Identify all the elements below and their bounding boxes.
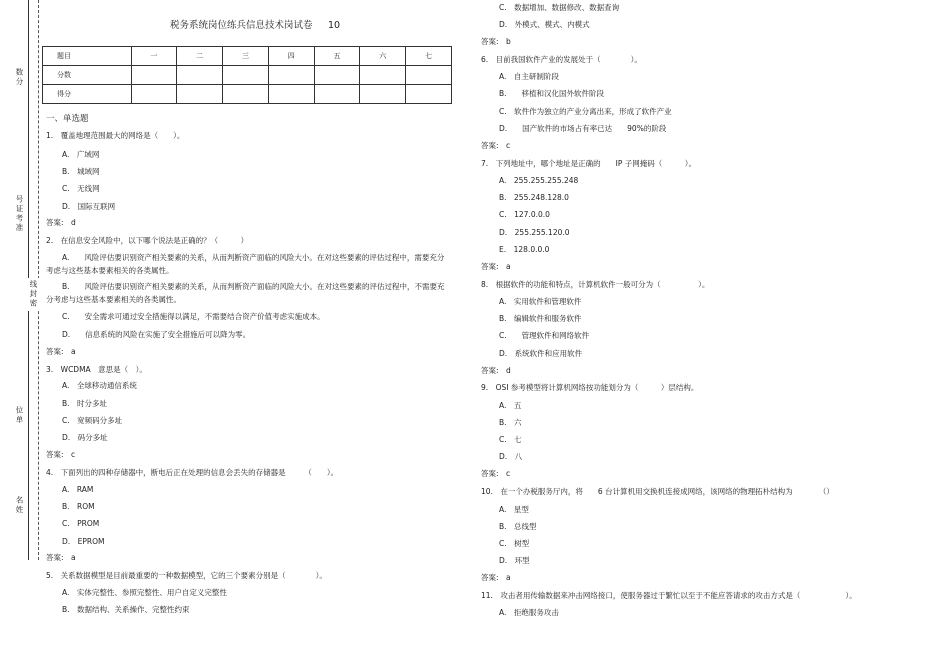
option: C. 数据增加、数据修改、数据查询 (499, 3, 620, 12)
option: D. 系统软件和应用软件 (499, 349, 583, 358)
question-9: 9. OSI 参考模型将计算机网络按功能划分为（ ）层结构。 (481, 383, 699, 392)
question-2: 2. 在信息安全风险中，以下哪个说法是正确的？（ ） (46, 236, 249, 245)
answer: 答案: a (481, 262, 511, 271)
score-header-cell: 三 (223, 47, 269, 66)
score-header-cell: 题目 (43, 47, 132, 66)
question-7: 7. 下列地址中，哪个地址是正确的 IP 子网掩码（ ）。 (481, 159, 697, 168)
option: C. 127.0.0.0 (499, 210, 550, 219)
score-header-cell: 四 (268, 47, 314, 66)
score-header-cell: 一 (131, 47, 177, 66)
option: B. 编辑软件和服务软件 (499, 314, 582, 323)
option: D. 国际互联网 (62, 202, 116, 211)
margin-label-score: 数分 (15, 68, 24, 87)
question-4: 4. 下面列出的四种存储器中，断电后正在处理的信息会丢失的存储器是 （ ）。 (46, 468, 339, 477)
answer: 答案: a (481, 573, 511, 582)
option: A. 拒绝服务攻击 (499, 608, 559, 617)
option: B. ROM (62, 502, 95, 511)
option: C. 无线网 (62, 184, 100, 193)
score-cell (131, 85, 177, 104)
option: A. 广域网 (62, 150, 100, 159)
score-cell (314, 66, 360, 85)
section-heading: 一、单选题 (46, 114, 89, 124)
option: B. 总线型 (499, 522, 537, 531)
option: B. 城域网 (62, 167, 100, 176)
question-11: 11. 攻击者用传输数据来冲击网络接口，使服务器过于繁忙以至于不能应答请求的攻击方式是（ ）。 (481, 591, 857, 600)
answer: 答案: d (46, 218, 76, 227)
score-cell (406, 66, 452, 85)
option: D. 信息系统的风险在实施了安全措施后可以降为零。 (62, 330, 251, 339)
option: C. 软件作为独立的产业分离出来，形成了软件产业 (499, 107, 672, 116)
answer: 答案: b (481, 37, 511, 46)
exam-title: 税务系统岗位练兵信息技术岗试卷 (170, 20, 313, 31)
option: E. 128.0.0.0 (499, 245, 550, 254)
question-1: 1. 覆盖地理范围最大的网络是（ ）。 (46, 131, 185, 140)
score-row-label: 得分 (43, 85, 132, 104)
score-table-row (43, 66, 452, 85)
score-header-cell: 五 (314, 47, 360, 66)
option: A. 实用软件和管理软件 (499, 297, 582, 306)
answer: 答案: c (481, 469, 511, 478)
score-header-cell: 六 (360, 47, 406, 66)
score-cell (177, 85, 223, 104)
option: A. 星型 (499, 505, 529, 514)
option: C. 七 (499, 435, 522, 444)
option: B. 移植和汉化国外软件阶段 (499, 89, 605, 98)
option: D. 255.255.120.0 (499, 228, 570, 237)
score-cell (360, 66, 406, 85)
score-cell (223, 66, 269, 85)
score-cell (131, 66, 177, 85)
option: A. 风险评估要识别资产相关要素的关系，从而判断资产面临的风险大小。在对这些要素的评估过程中，需要充分考虑与这些基本要素相关的各类属性。 (46, 253, 445, 275)
question-6: 6. 目前我国软件产业的发展处于（ ）。 (481, 55, 642, 64)
option: C. 宽频码分多址 (62, 416, 123, 425)
answer: 答案: c (46, 450, 76, 459)
option: C. 管理软件和网络软件 (499, 331, 590, 340)
option: C. 安全需求可通过安全措施得以满足，不需要结合资产价值考虑实施成本。 (62, 312, 325, 321)
option: A. 255.255.255.248 (499, 176, 579, 185)
option: D. EPROM (62, 537, 105, 546)
margin-label-seal-line: 线封密 (29, 280, 38, 309)
option: A. 自主研制阶段 (499, 72, 559, 81)
question-10: 10. 在一个办税服务厅内，将 6 台计算机用交换机连接成网络，该网络的物理拓朴结构为 （） (481, 487, 834, 496)
option: B. 数据结构、关系操作、完整性约束 (62, 605, 190, 614)
score-cell (268, 85, 314, 104)
score-cell (223, 85, 269, 104)
option: D. 码分多址 (62, 433, 108, 442)
option: A. 五 (499, 401, 522, 410)
score-header-cell: 七 (406, 47, 452, 66)
score-cell (314, 85, 360, 104)
score-cell (406, 85, 452, 104)
answer: 答案: d (481, 366, 511, 375)
question-3: 3. WCDMA 意思是（ ）。 (46, 365, 147, 374)
option: D. 八 (499, 452, 523, 461)
option: D. 外模式、模式、内模式 (499, 20, 590, 29)
answer: 答案: a (46, 347, 76, 356)
score-header-cell: 二 (177, 47, 223, 66)
option: B. 255.248.128.0 (499, 193, 569, 202)
option: C. PROM (62, 519, 100, 528)
option: D. 环型 (499, 556, 530, 565)
answer: 答案: c (481, 141, 511, 150)
question-8: 8. 根据软件的功能和特点，计算机软件一般可分为（ ）。 (481, 280, 710, 289)
margin-label-unit: 位单 (15, 406, 24, 425)
score-cell (268, 66, 314, 85)
score-table (42, 46, 452, 104)
score-cell (360, 85, 406, 104)
option: D. 国产软件的市场占有率已达 90%的阶段 (499, 124, 667, 133)
score-row-label: 分数 (43, 66, 132, 85)
option: A. 实体完整性、参照完整性、用户自定义完整性 (62, 588, 227, 597)
exam-number: 10 (328, 20, 341, 31)
option: C. 树型 (499, 539, 530, 548)
answer: 答案: a (46, 553, 76, 562)
score-cell (177, 66, 223, 85)
option: B. 六 (499, 418, 522, 427)
margin-label-exam-number: 号证考准 (15, 195, 24, 233)
option: B. 时分多址 (62, 399, 108, 408)
score-table-header (43, 47, 452, 66)
score-table-row (43, 85, 452, 104)
option: A. 全球移动通信系统 (62, 381, 137, 390)
option: A. RAM (62, 485, 94, 494)
question-5: 5. 关系数据模型是目前最重要的一种数据模型，它的三个要素分别是（ ）。 (46, 571, 327, 580)
option: B. 风险评估要识别资产相关要素的关系，从而判断资产面临的风险大小。在对这些要素的评估过程中，不需要充分考虑与这些基本要素相关的各类属性。 (46, 282, 445, 304)
margin-label-name: 名姓 (15, 496, 24, 515)
